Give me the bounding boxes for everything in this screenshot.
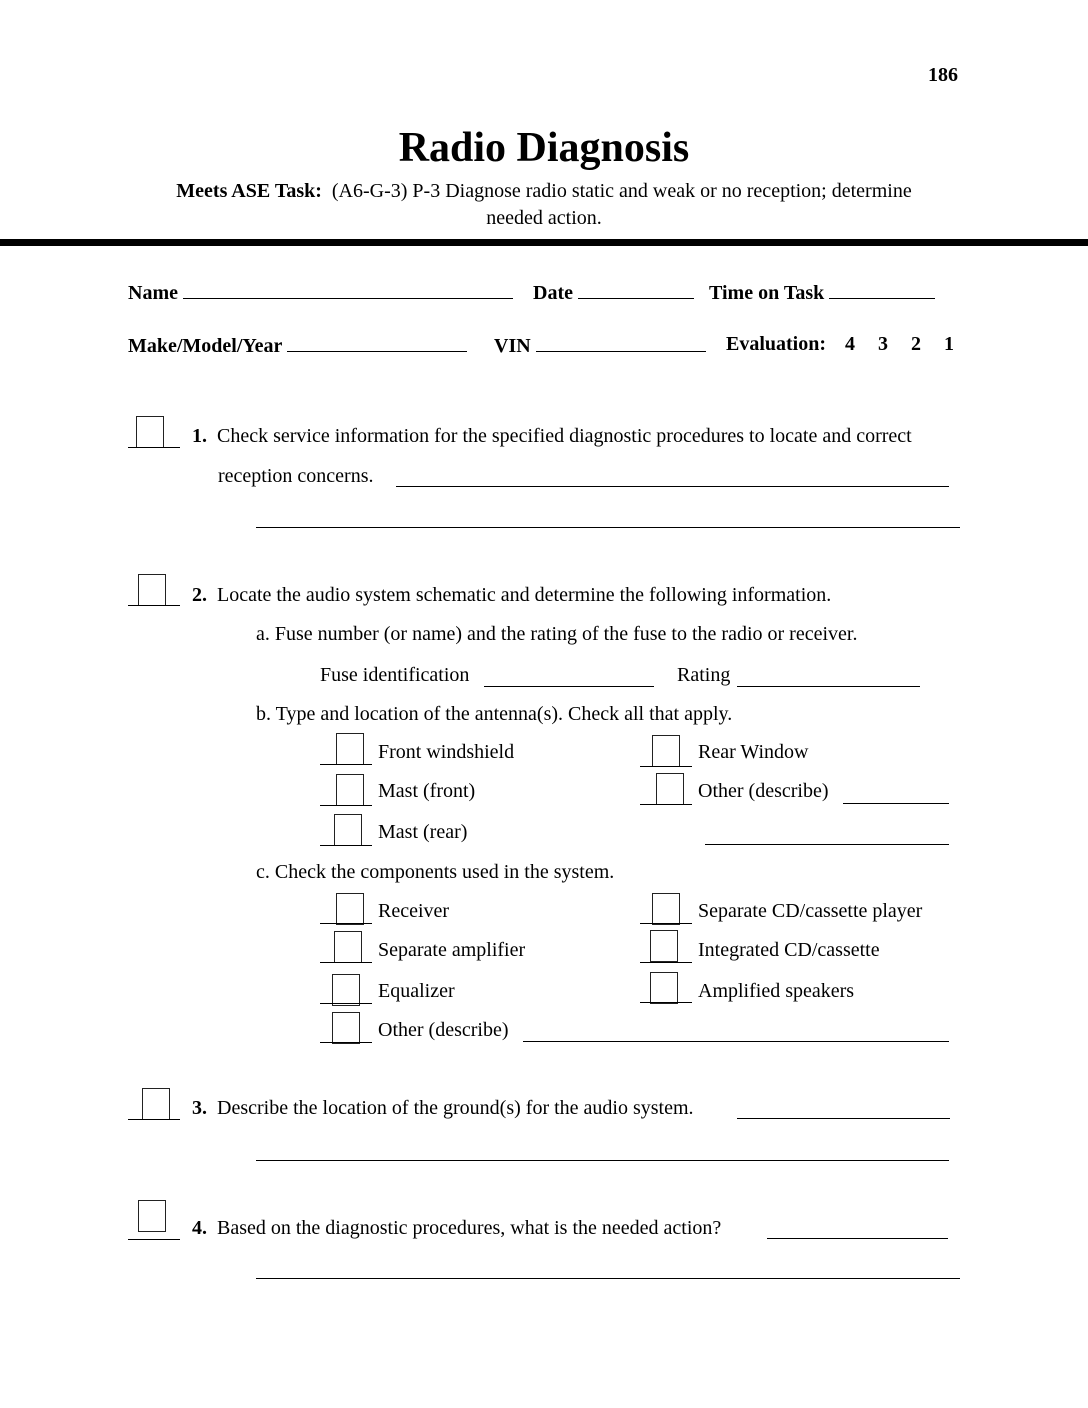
time-on-task-input-line[interactable] (829, 280, 935, 299)
date-input-line[interactable] (578, 280, 694, 299)
step-2-text-content: Locate the audio system schematic and determine the following information. (217, 584, 832, 606)
check-line (320, 805, 372, 806)
step-1-text-line2: reception concerns. (218, 465, 374, 487)
step-3-check-line (128, 1119, 180, 1120)
component-integrated-cd-cassette-label: Integrated CD/cassette (698, 939, 880, 961)
antenna-other-input-line-1[interactable] (843, 803, 949, 804)
name-field (128, 280, 513, 305)
rating-label: Rating (677, 664, 731, 686)
date-field (533, 280, 694, 305)
component-amplified-speakers-checkbox[interactable] (650, 972, 678, 1004)
check-line (640, 923, 692, 924)
antenna-front-windshield-label: Front windshield (378, 741, 515, 763)
antenna-mast-front-label: Mast (front) (378, 780, 476, 802)
ase-task-description (0, 178, 1088, 232)
step-2-text (192, 584, 831, 607)
component-amplified-speakers-label: Amplified speakers (698, 980, 855, 1002)
vin-field (494, 333, 706, 358)
evaluation-score-2[interactable]: 2 (911, 333, 922, 355)
component-equalizer-checkbox[interactable] (332, 974, 360, 1006)
check-line (640, 766, 692, 767)
step-4-text (192, 1217, 721, 1240)
time-on-task-label: Time on Task (709, 282, 825, 304)
check-line (640, 804, 692, 805)
check-line (320, 1042, 372, 1043)
step-4-check-line (128, 1239, 180, 1240)
step-1-answer-line-2[interactable] (256, 527, 960, 528)
component-other-input-line[interactable] (523, 1041, 949, 1042)
step-3-answer-line-2[interactable] (256, 1160, 949, 1161)
step-3-answer-line-1[interactable] (737, 1118, 950, 1119)
step-4-answer-line-1[interactable] (767, 1238, 948, 1239)
step-1-text-line1: Check service information for the specified diagnostic procedures to locate and correct (217, 425, 912, 447)
step-4-text-content: Based on the diagnostic procedures, what is the needed action? (217, 1217, 722, 1239)
evaluation-score-1[interactable]: 1 (944, 333, 955, 355)
ase-task-text-line2: needed action. (486, 207, 602, 229)
evaluation-score-4[interactable]: 4 (845, 333, 856, 355)
check-line (640, 1002, 692, 1003)
ase-task-text-line1: (A6-G-3) P-3 Diagnose radio static and weak or no reception; determine (331, 180, 912, 202)
step-1-text (192, 425, 912, 448)
check-line (320, 845, 372, 846)
evaluation-field (726, 333, 954, 356)
page-title: Radio Diagnosis (398, 125, 690, 171)
component-other-checkbox[interactable] (332, 1012, 360, 1044)
step-4-answer-line-2[interactable] (256, 1278, 960, 1279)
antenna-rear-window-checkbox[interactable] (652, 735, 680, 767)
step-1-number: 1. (192, 425, 207, 447)
fuse-identification-label: Fuse identification (320, 664, 470, 686)
make-model-year-label: Make/Model/Year (128, 335, 283, 357)
antenna-rear-window-label: Rear Window (698, 741, 809, 763)
step-2-number: 2. (192, 584, 207, 606)
step-3-number: 3. (192, 1097, 207, 1119)
step-3-text-content: Describe the location of the ground(s) for the audio system. (217, 1097, 694, 1119)
step-2c-text: c. Check the components used in the system. (256, 861, 615, 883)
step-1-check-line (128, 447, 180, 448)
antenna-mast-front-checkbox[interactable] (336, 774, 364, 806)
component-receiver-label: Receiver (378, 900, 450, 922)
ase-task-label: Meets ASE Task: (176, 180, 322, 202)
antenna-other-label: Other (describe) (698, 780, 829, 802)
vin-input-line[interactable] (536, 333, 706, 352)
step-4-checkbox[interactable] (138, 1200, 166, 1232)
component-equalizer-label: Equalizer (378, 980, 455, 1002)
name-label: Name (128, 282, 178, 304)
time-on-task-field (709, 280, 935, 305)
component-other-label: Other (describe) (378, 1019, 509, 1041)
component-integrated-cd-cassette-checkbox[interactable] (650, 930, 678, 962)
check-line (640, 962, 692, 963)
antenna-mast-rear-label: Mast (rear) (378, 821, 468, 843)
component-separate-cd-cassette-checkbox[interactable] (652, 893, 680, 925)
component-separate-cd-cassette-label: Separate CD/cassette player (698, 900, 923, 922)
header-divider (0, 239, 1088, 246)
antenna-other-input-line-2[interactable] (705, 844, 949, 845)
check-line (320, 764, 372, 765)
rating-input-line[interactable] (737, 686, 920, 687)
component-receiver-checkbox[interactable] (336, 893, 364, 925)
check-line (320, 923, 372, 924)
check-line (320, 1003, 372, 1004)
antenna-front-windshield-checkbox[interactable] (336, 733, 364, 765)
step-2-check-line (128, 605, 180, 606)
evaluation-label: Evaluation: (726, 333, 827, 355)
step-1-checkbox[interactable] (136, 416, 164, 448)
step-4-number: 4. (192, 1217, 207, 1239)
name-input-line[interactable] (183, 280, 513, 299)
component-separate-amplifier-checkbox[interactable] (334, 931, 362, 963)
step-2-checkbox[interactable] (138, 574, 166, 606)
antenna-other-checkbox[interactable] (656, 773, 684, 805)
step-1-answer-line-1[interactable] (396, 486, 949, 487)
vin-label: VIN (494, 335, 531, 357)
step-2a-text: a. Fuse number (or name) and the rating of the fuse to the radio or receiver. (256, 623, 858, 645)
antenna-mast-rear-checkbox[interactable] (334, 814, 362, 846)
check-line (320, 962, 372, 963)
evaluation-score-3[interactable]: 3 (878, 333, 889, 355)
step-3-text (192, 1097, 694, 1120)
step-2b-text: b. Type and location of the antenna(s). Check all that apply. (256, 703, 733, 725)
make-model-year-field (128, 333, 467, 358)
fuse-identification-input-line[interactable] (484, 686, 654, 687)
date-label: Date (533, 282, 573, 304)
step-3-checkbox[interactable] (142, 1088, 170, 1120)
page-number: 186 (928, 64, 958, 86)
make-model-year-input-line[interactable] (287, 333, 467, 352)
component-separate-amplifier-label: Separate amplifier (378, 939, 526, 961)
